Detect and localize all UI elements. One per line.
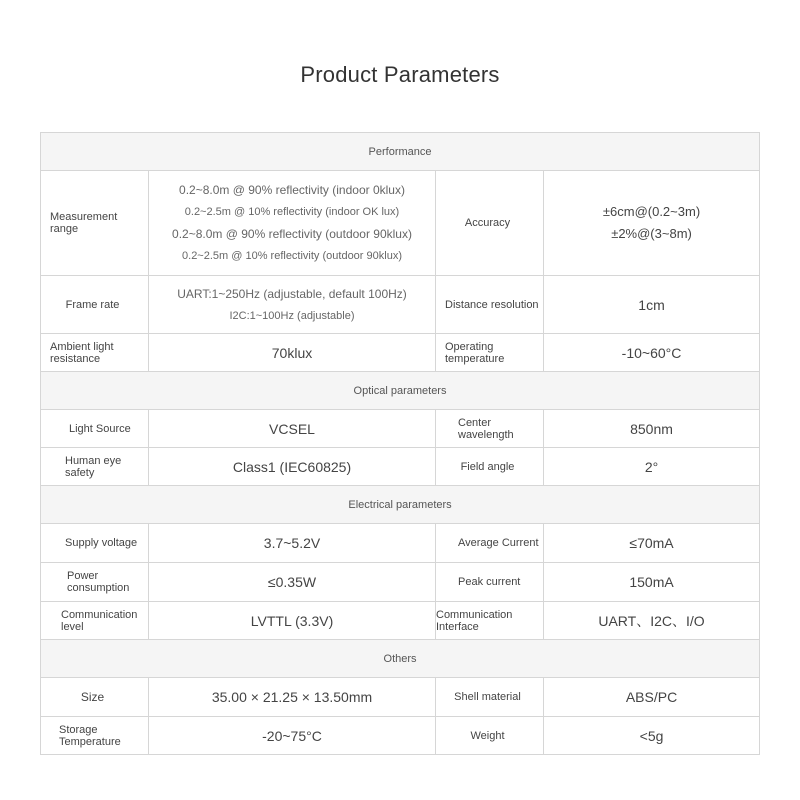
section-header-others bbox=[41, 640, 760, 678]
operating-temperature-label: Operating temperature bbox=[436, 334, 544, 372]
power-consumption-value: ≤0.35W bbox=[149, 563, 436, 602]
light-source-label: Light Source bbox=[41, 410, 149, 448]
table-row bbox=[41, 171, 760, 276]
section-header-performance bbox=[41, 133, 760, 171]
range-line: 0.2~8.0m @ 90% reflectivity (outdoor 90klux) bbox=[172, 227, 412, 241]
page-title: Product Parameters bbox=[300, 62, 500, 87]
average-current-label: Average Current bbox=[436, 524, 544, 563]
frame-rate-line: I2C:1~100Hz (adjustable) bbox=[229, 309, 355, 322]
size-value: 35.00 × 21.25 × 13.50mm bbox=[149, 678, 436, 717]
communication-interface-value: UART、I2C、I/O bbox=[544, 602, 760, 640]
table-row bbox=[41, 448, 760, 486]
center-wavelength-value: 850nm bbox=[544, 410, 760, 448]
field-angle-value: 2° bbox=[544, 448, 760, 486]
supply-voltage-label: Supply voltage bbox=[41, 524, 149, 563]
accuracy-line: ±2%@(3~8m) bbox=[611, 226, 692, 241]
accuracy-line: ±6cm@(0.2~3m) bbox=[602, 204, 701, 219]
center-wavelength-label: Center wavelength bbox=[436, 410, 544, 448]
section-header-electrical bbox=[41, 486, 760, 524]
table-row bbox=[41, 602, 760, 640]
communication-level-value: LVTTL (3.3V) bbox=[149, 602, 436, 640]
table-row bbox=[41, 678, 760, 717]
eye-safety-value: Class1 (IEC60825) bbox=[149, 448, 436, 486]
shell-material-value: ABS/PC bbox=[544, 678, 760, 717]
measurement-range-value bbox=[149, 171, 436, 276]
section-title: Performance bbox=[41, 133, 760, 171]
accuracy-label: Accuracy bbox=[436, 171, 544, 276]
accuracy-value bbox=[544, 171, 760, 276]
table-row bbox=[41, 410, 760, 448]
supply-voltage-value: 3.7~5.2V bbox=[149, 524, 436, 563]
ambient-light-value: 70klux bbox=[149, 334, 436, 372]
eye-safety-label: Human eye safety bbox=[41, 448, 149, 486]
communication-interface-label: Communication Interface bbox=[436, 602, 544, 640]
section-title: Electrical parameters bbox=[41, 486, 760, 524]
range-line: 0.2~8.0m @ 90% reflectivity (indoor 0klux) bbox=[179, 183, 405, 197]
ambient-light-label: Ambient light resistance bbox=[41, 334, 149, 372]
storage-temperature-label: Storage Temperature bbox=[41, 717, 149, 755]
average-current-value: ≤70mA bbox=[544, 524, 760, 563]
operating-temperature-value: -10~60°C bbox=[544, 334, 760, 372]
shell-material-label: Shell material bbox=[436, 678, 544, 717]
frame-rate-line: UART:1~250Hz (adjustable, default 100Hz) bbox=[177, 286, 407, 301]
range-line: 0.2~2.5m @ 10% reflectivity (outdoor 90klux) bbox=[182, 250, 402, 262]
measurement-range-label: Measurement range bbox=[41, 171, 149, 276]
section-title: Optical parameters bbox=[41, 372, 760, 410]
table-row bbox=[41, 563, 760, 602]
table-row bbox=[41, 334, 760, 372]
frame-rate-label: Frame rate bbox=[41, 276, 149, 334]
peak-current-value: 150mA bbox=[544, 563, 760, 602]
weight-value: <5g bbox=[544, 717, 760, 755]
table-row bbox=[41, 717, 760, 755]
power-consumption-label: Power consumption bbox=[41, 563, 149, 602]
table-row bbox=[41, 276, 760, 334]
table-row bbox=[41, 524, 760, 563]
field-angle-label: Field angle bbox=[436, 448, 544, 486]
distance-resolution-value: 1cm bbox=[544, 276, 760, 334]
range-line: 0.2~2.5m @ 10% reflectivity (indoor OK lux) bbox=[184, 206, 400, 218]
parameters-table bbox=[40, 132, 760, 755]
communication-level-label: Communication level bbox=[41, 602, 149, 640]
storage-temperature-value: -20~75°C bbox=[149, 717, 436, 755]
weight-label: Weight bbox=[436, 717, 544, 755]
size-label: Size bbox=[41, 678, 149, 717]
peak-current-label: Peak current bbox=[436, 563, 544, 602]
light-source-value: VCSEL bbox=[149, 410, 436, 448]
section-title: Others bbox=[41, 640, 760, 678]
section-header-optical bbox=[41, 372, 760, 410]
frame-rate-value bbox=[149, 276, 436, 334]
distance-resolution-label: Distance resolution bbox=[436, 276, 544, 334]
